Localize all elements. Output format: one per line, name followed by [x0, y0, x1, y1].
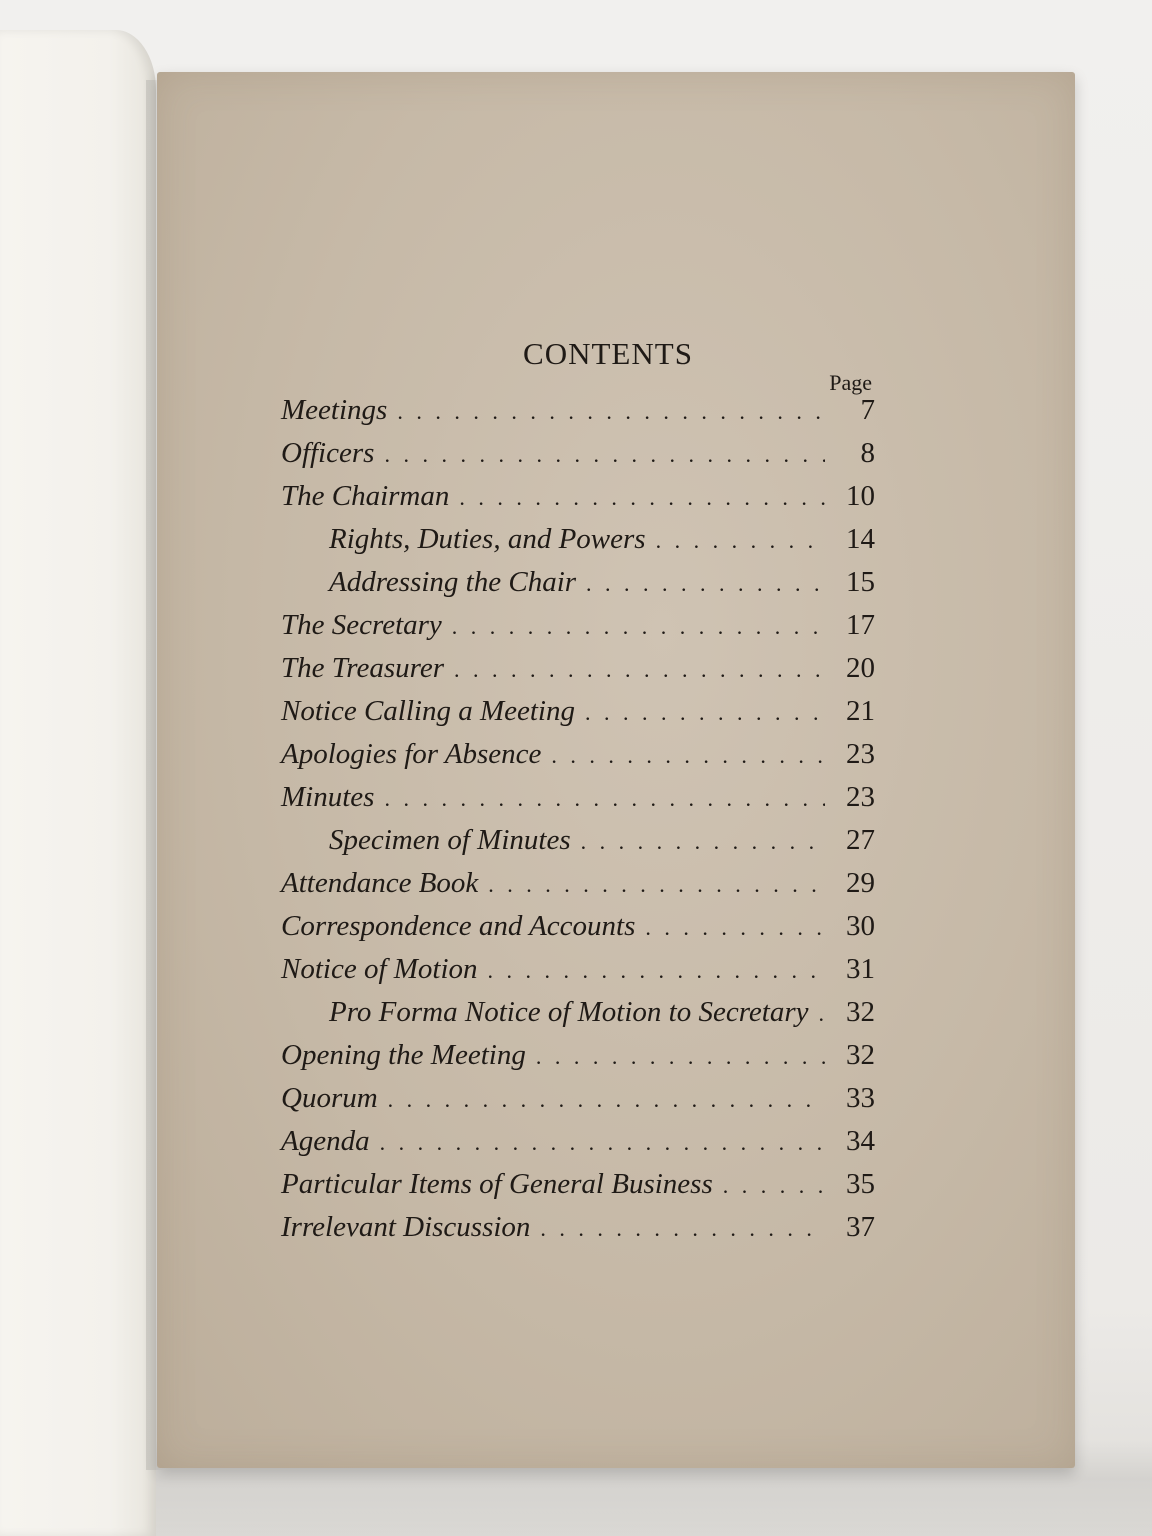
toc-entry-title: Attendance Book: [281, 867, 479, 899]
dot-leader: [586, 571, 825, 597]
dot-leader: [581, 829, 825, 855]
toc-entry-title: Pro Forma Notice of Motion to Secretary: [329, 996, 809, 1028]
dot-leader: [397, 399, 825, 425]
toc-entry: [281, 1211, 875, 1254]
toc-entry-title: Notice of Motion: [281, 953, 478, 985]
toc-entry-title: Opening the Meeting: [281, 1039, 526, 1071]
toc-entry-page-number: 32: [846, 1039, 875, 1071]
toc-entry: [281, 652, 875, 695]
toc-entry-page-number: 37: [846, 1211, 875, 1243]
toc-entry: [281, 1168, 875, 1211]
dot-leader: [454, 657, 825, 683]
toc-entry-page-number: 34: [846, 1125, 875, 1157]
toc-entry-title: Minutes: [281, 781, 375, 813]
toc-entry-title: Rights, Duties, and Powers: [329, 523, 646, 555]
toc-entry-page-number: 20: [846, 652, 875, 684]
toc-entry: [281, 1125, 875, 1168]
dot-leader: [488, 958, 825, 984]
dot-leader: [585, 700, 825, 726]
toc-entry: [281, 523, 875, 566]
toc-entry: [281, 953, 875, 996]
toc-entry: [281, 1082, 875, 1125]
toc-entry-title: Irrelevant Discussion: [281, 1211, 531, 1243]
toc-entry-page-number: 30: [846, 910, 875, 942]
toc-entry: [281, 996, 875, 1039]
toc-entry-page-number: 35: [846, 1168, 875, 1200]
toc-entry-title: Notice Calling a Meeting: [281, 695, 575, 727]
dot-leader: [551, 743, 825, 769]
dot-leader: [540, 1216, 825, 1242]
toc-entry: [281, 437, 875, 480]
toc-entry: [281, 781, 875, 824]
toc-entry: [281, 738, 875, 781]
toc-entry-page-number: 17: [846, 609, 875, 641]
toc-entry-title: Addressing the Chair: [329, 566, 577, 598]
page-title: CONTENTS: [523, 336, 693, 371]
dot-leader: [452, 614, 825, 640]
toc-entry-title: Officers: [281, 437, 375, 469]
dot-leader: [488, 872, 825, 898]
toc-entry-page-number: 15: [846, 566, 875, 598]
dot-leader: [723, 1173, 825, 1199]
page-column-label: Page: [829, 370, 872, 395]
dot-leader: [459, 485, 825, 511]
toc-entry: [281, 695, 875, 738]
toc-entry: [281, 824, 875, 867]
toc-entry-page-number: 8: [860, 437, 875, 469]
toc-entry-page-number: 31: [846, 953, 875, 985]
toc-entry-page-number: 27: [846, 824, 875, 856]
toc-entry-page-number: 21: [846, 695, 875, 727]
toc-entry-page-number: 32: [846, 996, 875, 1028]
table-of-contents: [281, 394, 875, 1254]
contents-page: [157, 72, 1075, 1468]
toc-entry-page-number: 10: [846, 480, 875, 512]
toc-entry: [281, 1039, 875, 1082]
toc-entry-page-number: 29: [846, 867, 875, 899]
toc-entry: [281, 394, 875, 437]
toc-entry-page-number: 14: [846, 523, 875, 555]
dot-leader: [645, 915, 825, 941]
toc-entry-title: Specimen of Minutes: [329, 824, 571, 856]
dot-leader: [536, 1044, 825, 1070]
toc-entry-title: Correspondence and Accounts: [281, 910, 636, 942]
toc-entry-page-number: 33: [846, 1082, 875, 1114]
toc-entry-title: The Treasurer: [281, 652, 445, 684]
toc-entry: [281, 609, 875, 652]
toc-entry-title: Meetings: [281, 394, 388, 426]
toc-entry-page-number: 7: [860, 394, 875, 426]
toc-entry: [281, 566, 875, 609]
dot-leader: [384, 442, 825, 468]
dot-leader: [819, 1001, 826, 1027]
toc-entry-title: Particular Items of General Business: [281, 1168, 713, 1200]
toc-entry: [281, 867, 875, 910]
toc-entry-page-number: 23: [846, 781, 875, 813]
toc-entry: [281, 910, 875, 953]
dot-leader: [384, 786, 825, 812]
toc-entry-title: Quorum: [281, 1082, 378, 1114]
dot-leader: [388, 1087, 825, 1113]
toc-entry-title: The Secretary: [281, 609, 442, 641]
left-blank-page: [0, 30, 156, 1536]
dot-leader: [380, 1130, 825, 1156]
toc-entry-title: Agenda: [281, 1125, 370, 1157]
toc-entry-title: The Chairman: [281, 480, 450, 512]
toc-entry-title: Apologies for Absence: [281, 738, 542, 770]
toc-entry-page-number: 23: [846, 738, 875, 770]
toc-entry: [281, 480, 875, 523]
dot-leader: [656, 528, 825, 554]
